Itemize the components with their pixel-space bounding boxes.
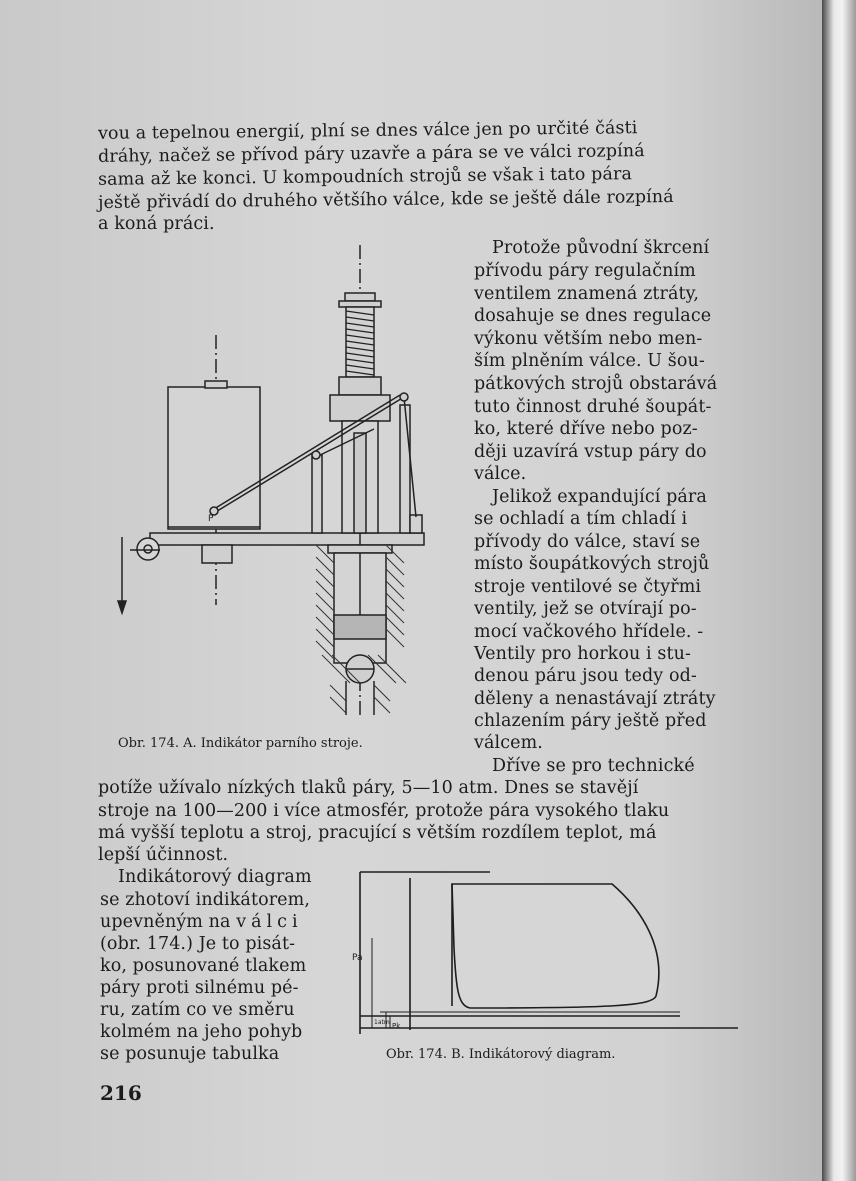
left-column-line [100,911,303,933]
indicator-diagram [350,868,742,1046]
right-column-line: ko, které dříve nebo poz- [474,419,698,439]
label-pa: Pa [352,953,363,963]
top-paragraph-line-2: dráhy, načež se přívod páry uzavře a pára se ve válci rozpíná [97,141,645,167]
left-column-line: ko, posunované tlakem [100,956,307,976]
left-column-line: se posunuje tabulka [100,1044,280,1064]
left-column-line: kolmém na jeho pohyb [100,1022,303,1042]
label-atm: 1atm [374,1019,390,1026]
page-number: 216 [100,1081,142,1105]
right-column-line: se ochladí a tím chladí i [474,509,688,529]
full-line: stroje na 100—200 i více atmosfér, protože pára vysokého tlaku [98,801,670,821]
right-column-line: Jelikož expandující pára [492,487,707,507]
right-column-line: válcem. [474,733,543,753]
top-paragraph-line-5: a koná práci. [98,214,215,234]
label-p: P [208,514,214,524]
right-column-line: chlazením páry ještě před [474,711,707,731]
right-column-line: ventily, jež se otvírají po- [474,599,697,619]
left-column-line: páry proti silnému pé- [100,978,299,998]
right-column-line: Ventily pro horkou i stu- [474,644,692,664]
right-column-line: Dříve se pro technické [492,756,695,776]
left-column-text: upevněným na [100,912,237,932]
right-column-line: tuto činnost druhé šoupát- [474,397,712,417]
right-column-line: děleny a nenastávají ztráty [474,689,716,709]
emphasized-word: válci [236,912,303,932]
top-paragraph-line-3: sama až ke konci. U kompoudních strojů se však i tato pára [97,164,633,190]
right-column-line: přívodu páry regulačním [474,261,696,281]
book-spine [822,0,856,1181]
left-column-line: se zhotoví indikátorem, [100,890,310,910]
right-column-line: ventilem znamená ztráty, [474,284,700,304]
full-line: potíže užívalo nízkých tlaků páry, 5—10 atm. Dnes se stavějí [98,778,639,798]
right-column-line: Protože původní škrcení [492,238,710,258]
left-column-line: Indikátorový diagram [118,867,312,887]
right-column-line: přívody do válce, staví se [474,532,701,552]
right-column-line: denou páru jsou tedy od- [474,666,697,686]
top-paragraph-line-1: vou a tepelnou energií, plní se dnes válce jen po určité části [97,118,638,144]
right-column-line: ším plněním válce. U šou- [474,351,705,371]
right-column-line: výkonu větším nebo men- [474,329,703,349]
figure-a-caption: Obr. 174. A. Indikátor parního stroje. [118,736,363,751]
full-line: má vyšší teplotu a stroj, pracující s větším rozdílem teplot, má [98,823,657,843]
indicator-figure [110,245,450,735]
right-column-line: stroje ventilové se čtyřmi [474,577,702,597]
left-column-line: (obr. 174.) Je to pisát- [100,934,296,954]
left-column-line: ru, zatím co ve směru [100,1000,295,1020]
right-column-line: mocí vačkového hřídele. - [474,622,704,642]
right-column-line: místo šoupátkových strojů [474,554,710,574]
right-column-line: pátkových strojů obstarává [474,374,718,394]
label-pk: Pk [392,1022,401,1030]
figure-b-caption: Obr. 174. B. Indikátorový diagram. [386,1047,616,1062]
top-paragraph-line-4: ještě přivádí do druhého většího válce, kde se ještě dále rozpíná [97,186,674,214]
full-line: lepší účinnost. [98,845,229,865]
right-column-line: ději uzavírá vstup páry do [474,442,707,462]
right-column-line: dosahuje se dnes regulace [474,306,712,326]
right-column-line: válce. [474,464,527,484]
